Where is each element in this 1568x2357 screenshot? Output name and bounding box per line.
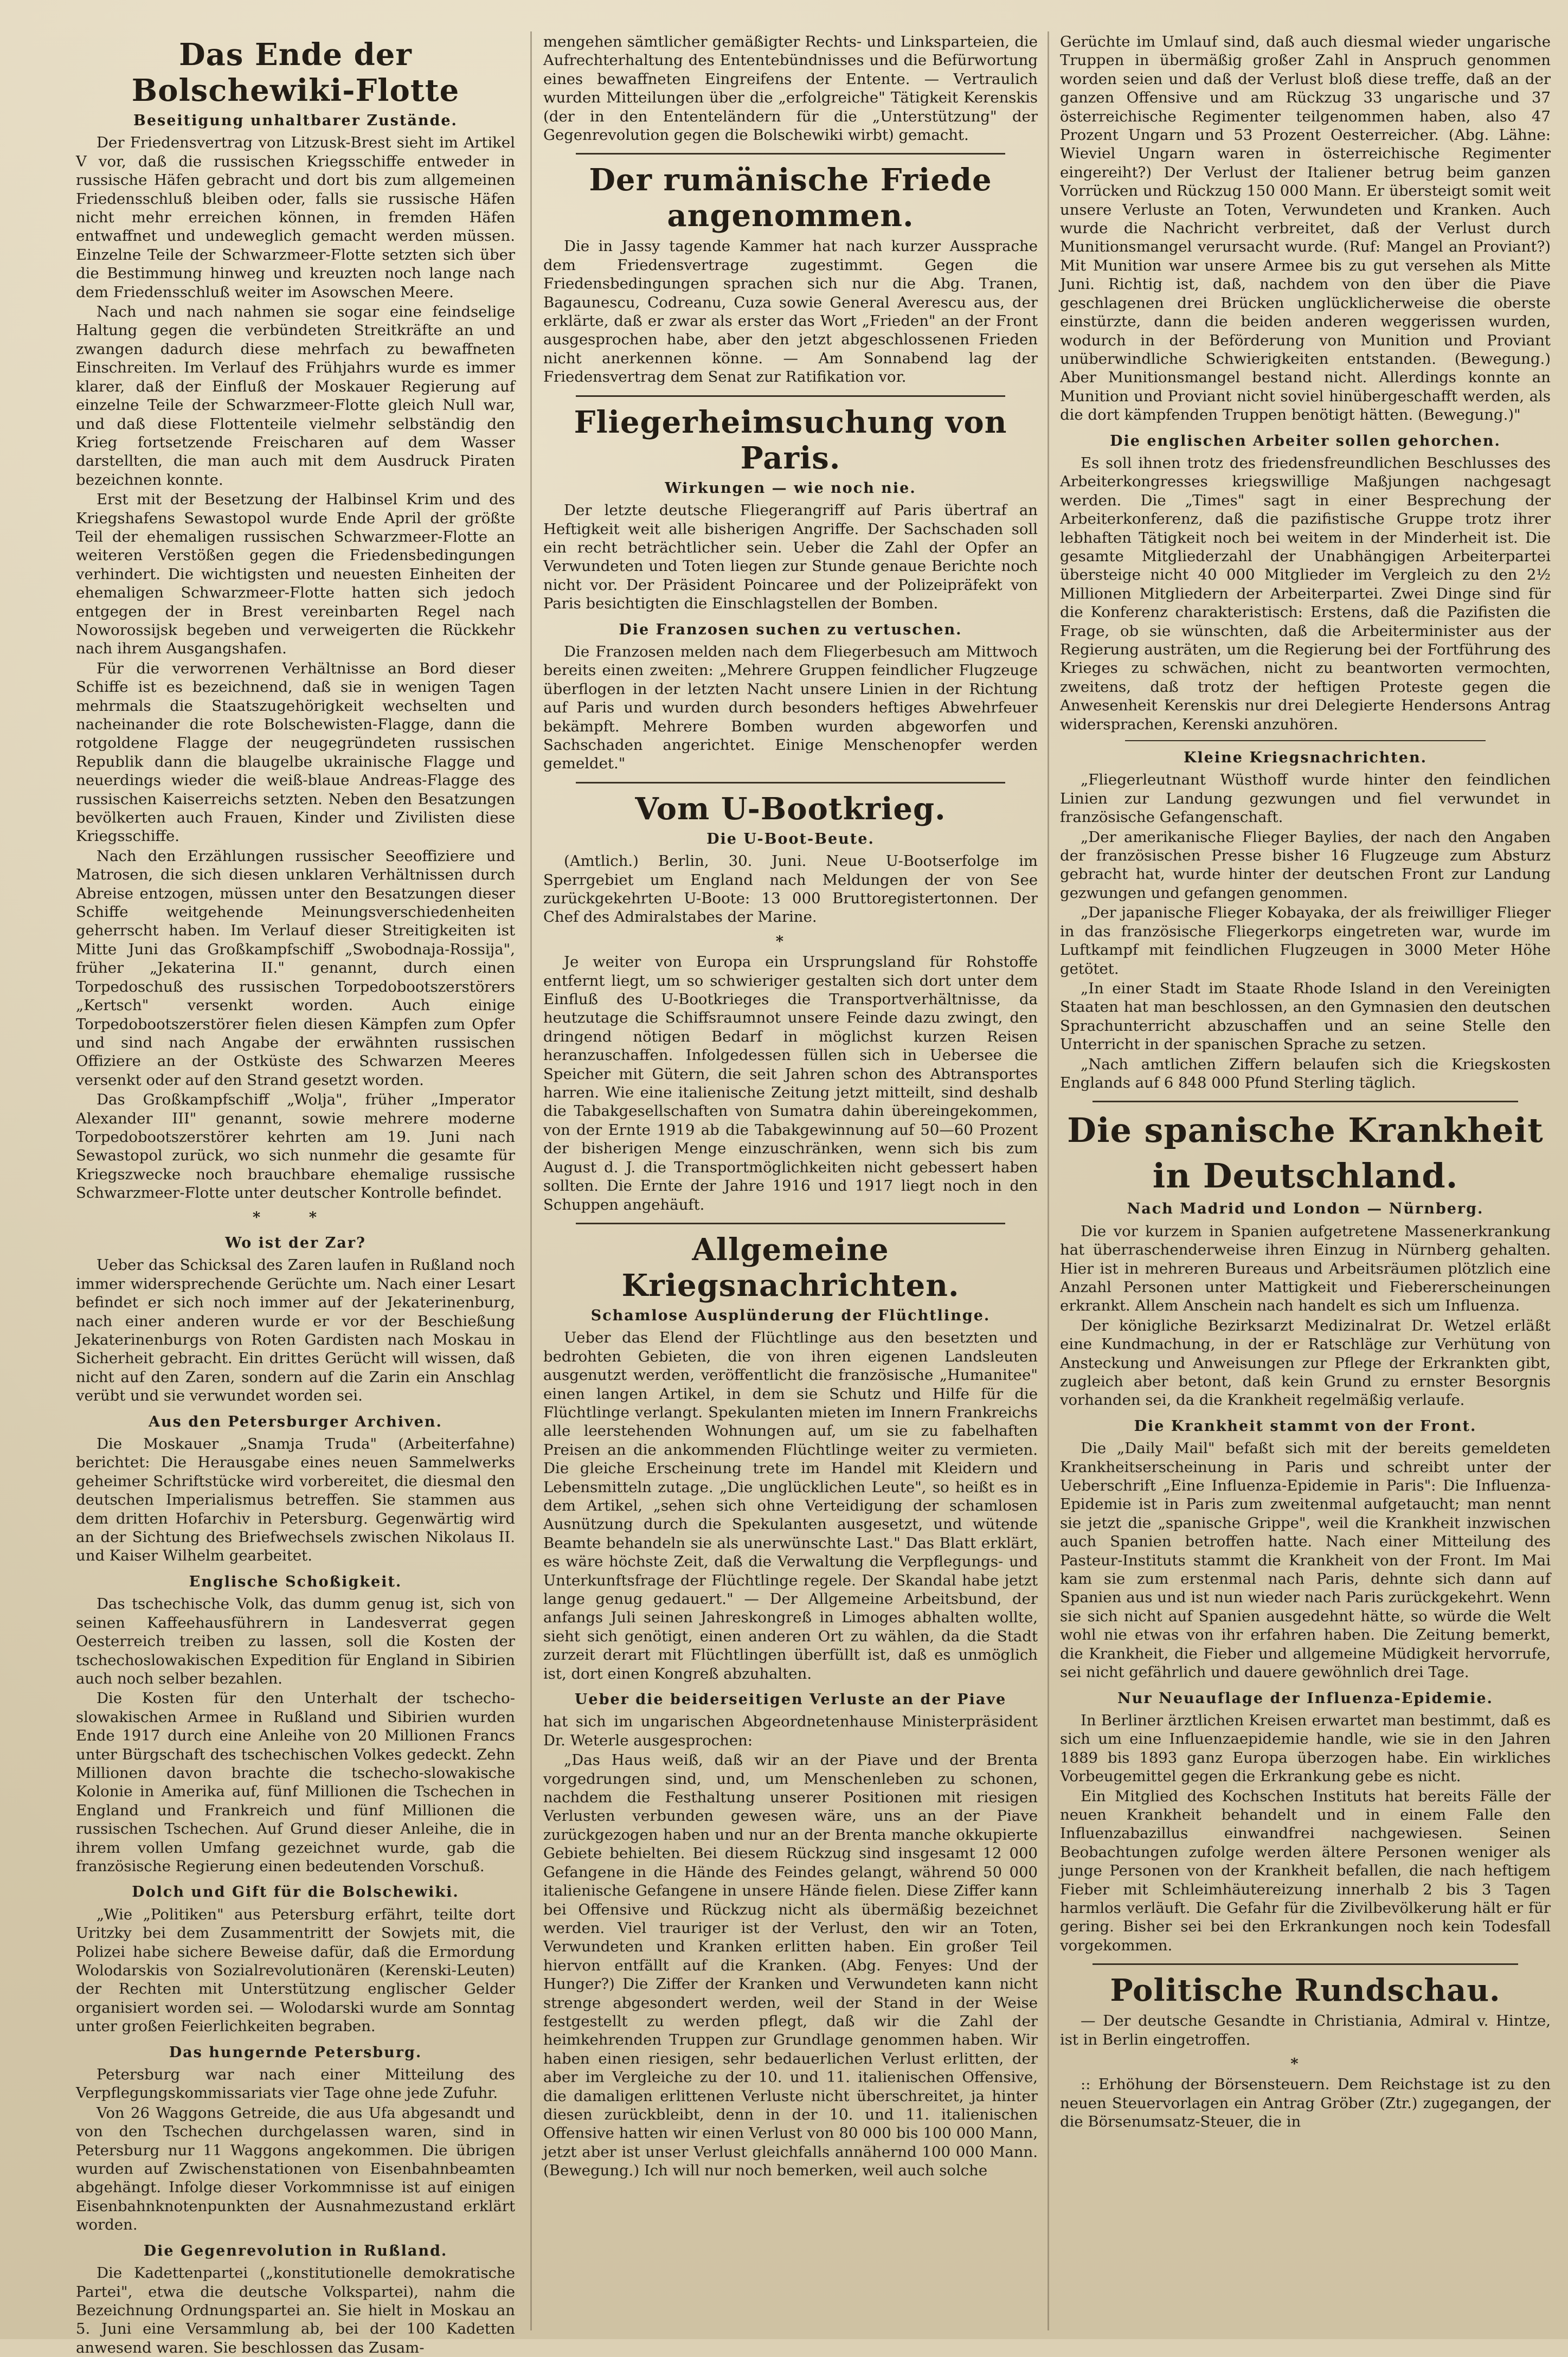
- paragraph: Das Großkampfschiff „Wolja", früher „Imperator Alexander III" genannt, sowie mehrere moderne Torpedobootszerstörer kehrten am 19. Juni nach Sewastopol zurück, wo sich nunmehr die gesamte für Kriegszwecke noch brauchbare ehemalige russische Schwarzmeer-Flotte unter deutscher Kontrolle befindet.: [76, 1091, 515, 1202]
- paragraph: „Das Haus weiß, daß wir an der Piave und der Brenta vorgedrungen sind, und, um Menschenleben zu schonen, nachdem die Festhaltung unserer Positionen mit riesigen Verlusten verbunden gewesen wäre, uns an der Piave zurückgezogen haben und nur an der Brenta manche okkupierte Gebiete behielten. Bei diesem Rückzug sind insgesamt 12 000 Gefangene in die Hände des Feindes gelangt, während 50 000 italienische Gefangene in unsere Hände fielen. Diese Ziffer kann bei Offensive und Rückzug nicht als übermäßig bezeichnet werden. Viel trauriger ist der Verlust, den wir an Toten, Verwundeten und Kranken erlitten haben. Ein großer Teil hiervon entfällt auf die Kranken. (Abg. Fenyes: Und der Hunger?) Die Ziffer der Kranken und Verwundeten kann nicht strenge abgesondert werden, weil der Stand in der Weise festgestellt zu werden pflegt, daß wir die Zahl der heimkehrenden Truppen zur Grundlage genommen haben. Wir haben einen riesigen, sehr bedauerlichen Verlust erlitten, der aber im Vergleiche zu der 10. und 11. italienischen Offensive, die damaligen erlittenen Verluste nicht überschreitet, ja hinter diesen zurückbleibt, denn in der 10. und 11. italienischen Offensive hatten wir einen Verlust von 80 000 bis 100 000 Mann, jetzt aber ist unser Verlust gleichfalls annähernd 100 000 Mann. (Bewegung.) Ich will nur noch bemerken, weil auch solche: [543, 1751, 1038, 2180]
- section-title: Die Gegenrevolution in Rußland.: [143, 2242, 448, 2259]
- paragraph: Die Moskauer „Snamja Truda" (Arbeiterfahne) berichtet: Die Herausgabe eines neuen Sammelwerks geheimer Schriftstücke wird vorbereitet, die diesmal den deutschen Imperialismus betreffen. Sie stammen aus dem dritten Hofarchiv in Petersburg. Gegenwärtig wird an der Sichtung des Briefwechsels zwischen Nikolaus II. und Kaiser Wilhelm gearbeitet.: [76, 1435, 515, 1565]
- paragraph: „In einer Stadt im Staate Rhode Island in den Vereinigten Staaten hat man beschlossen, an den Gymnasien den deutschen Sprachunterricht abzuschaffen und an seine Stelle den Unterricht in der spanischen Sprache zu setzen.: [1060, 979, 1551, 1054]
- column-2: [543, 33, 1038, 2332]
- headline-spanische-krankheit: Die spanische Krankheit: [1067, 1110, 1544, 1151]
- paragraph: — Der deutsche Gesandte in Christiania, Admiral v. Hintze, ist in Berlin eingetroffen.: [1060, 2012, 1551, 2048]
- paragraph: „Nach amtlichen Ziffern belaufen sich die Kriegskosten Englands auf 6 848 000 Pfund Sterling täglich.: [1060, 1055, 1551, 1091]
- paragraph: „Fliegerleutnant Wüsthoff wurde hinter den feindlichen Linien zur Landung gezwungen und fiel verwundet in französische Gefangenschaft.: [1060, 771, 1551, 826]
- paragraph: Die Kosten für den Unterhalt der tschecho-slowakischen Armee in Rußland und Sibirien wurden Ende 1917 durch eine Anleihe von 20 Millionen Francs unter Bürgschaft des tschechischen Volkes gedeckt. Zehn Millionen davon brachte die tschecho-slowakische Kolonie in Amerika auf, fünf Millionen die Tschechen in England und Frankreich und fünf Millionen die russischen Tschechen. Auf Grund dieser Anleihe, die in ihrem vollen Umfang gezeichnet wurde, gab die französische Regierung einen bedeutenden Vorschuß.: [76, 1690, 515, 1875]
- paragraph: Der letzte deutsche Fliegerangriff auf Paris übertraf an Heftigkeit weit alle bisherigen Angriffe. Der Sachschaden soll ein recht beträchtlicher sein. Ueber die Zahl der Opfer an Verwundeten und Toten liegen zur Stunde genaue Berichte noch nicht vor. Der Präsident Poincaree und der Polizeipräfekt von Paris besichtigten die Einschlagstellen der Bomben.: [543, 502, 1038, 613]
- paragraph: Der Friedensvertrag von Litzusk-Brest sieht im Artikel V vor, daß die russischen Kriegsschiffe entweder in russische Häfen gebracht und dort bis zum allgemeinen Friedensschluß bleiben oder, falls sie russische Häfen nicht mehr erreichen können, in fremden Häfen entwaffnet und undeweglich gemacht werden müssen. Einzelne Teile der Schwarzmeer-Flotte setzten sich über die Bestimmung hinweg und kreuzten noch lange nach dem Friedensschluß weiter im Asowschen Meere.: [76, 134, 515, 301]
- section-title: Die Krankheit stammt von der Front.: [1134, 1417, 1477, 1435]
- section-stars: *: [1290, 2055, 1320, 2072]
- paragraph: Ueber das Elend der Flüchtlinge aus den besetzten und bedrohten Gebieten, die von ihren eigenen Landsleuten ausgenutzt werden, veröffentlicht die französische „Humanitee" einen langen Artikel, in dem sie Schutz und Hilfe für die Flüchtlinge verlangt. Spekulanten mieten im Innern Frankreichs alle leerstehenden Wohnungen auf, um sie zu fabelhaften Preisen an die ankommenden Flüchtlinge weiter zu vermieten. Die gleiche Erscheinung trete im Handel mit Kleidern und Lebensmitteln zutage. „Die unglücklichen Leute", so heißt es in dem Artikel, „sehen sich ohne Verteidigung der schamlosen Ausnützung durch die Spekulanten ausgesetzt, und wütende Beamte behandeln sie als unerwünschte Last." Das Blatt erklärt, es wäre höchste Zeit, daß die Verwaltung die Verpflegungs- und Unterkunftsfrage der Flüchtlinge regele. Der Skandal habe jetzt lange genug gedauert." — Der Allgemeine Arbeitsbund, der anfangs Juli seinen Jahreskongreß in Limoges abhalten wollte, sieht sich genötigt, einen anderen Ort zu wählen, da die Stadt zurzeit derart mit Flüchtlingen überfüllt ist, daß es unmöglich ist, dort einen Kongreß abzuhalten.: [543, 1329, 1038, 1682]
- paragraph: In Berliner ärztlichen Kreisen erwartet man bestimmt, daß es sich um eine Influenzaepidemie handle, wie sie in den Jahren 1889 bis 1893 ganz Europa überzogen habe. Ein wirkliches Vorbeugemittel gegen die Erkrankung gebe es nicht.: [1060, 1711, 1551, 1786]
- article-divider: [576, 1223, 1005, 1224]
- headline-fliegerheimsuchung: Fliegerheimsuchung von Paris.: [574, 404, 1007, 476]
- article-divider: [1125, 740, 1486, 741]
- paragraph: mengehen sämtlicher gemäßigter Rechts- und Linksparteien, die Aufrechterhaltung des Ententebündnisses und die Befürwortung eines bewaffneten Eingreifens der Entente. — Vertraulich wurden Mitteilungen über die „erfolgreiche" Tätigkeit Kerenskis (der in den Ententeländern für die „Unterstützung" der Gegenrevolution gegen die Bolschewiki wirbt) gemacht.: [543, 33, 1038, 144]
- section-title: Die englischen Arbeiter sollen gehorchen.: [1110, 432, 1501, 449]
- section-stars: * *: [252, 1208, 339, 1226]
- column-3: [1060, 33, 1551, 2332]
- paragraph: Nach und nach nahmen sie sogar eine feindselige Haltung gegen die verbündeten Streitkräfte an und zwangen dadurch diese mehrfach zu bewaffneten Einschreiten. Im Verlauf des Frühjahrs wurde es immer klarer, daß der Einfluß der Moskauer Regierung auf einzelne Teile der Schwarzmeer-Flotte gleich Null war, und daß diese Flottenteile vielmehr selbständig den Krieg fortsetzende Freischaren auf dem Wasser darstellten, die man auch mit dem Ausdruck Piraten bezeichnen konnte.: [76, 303, 515, 489]
- headline-politische-rundschau: Politische Rundschau.: [1110, 1973, 1501, 2009]
- paragraph: „Der amerikanische Flieger Baylies, der nach den Angaben der französischen Presse bisher 16 Flugzeuge zum Absturz gebracht hat, wurde hinter der deutschen Front zur Landung gezwungen und gefangen genommen.: [1060, 828, 1551, 902]
- headline-u-bootkrieg: Vom U-Bootkrieg.: [635, 791, 946, 827]
- paragraph: Nach den Erzählungen russischer Seeoffiziere und Matrosen, die sich diesen unklaren Verhältnissen durch Abreise entzogen, müssen unter den Besatzungen dieser Schiffe weitgehende Meinungsverschiedenheiten geherrscht haben. Im Verlauf dieser Streitigkeiten ist Mitte Juni das Großkampfschiff „Swobodnaja-Rossija", früher „Jekaterina II." genannt, durch einen Torpedoschuß des russischen Torpedobootszerstörers „Kertsch" versenkt worden. Auch einige Torpedobootszerstörer fielen diesen Kämpfen zum Opfer und sind nach Angabe der erwähnten russischen Offiziere an der Ostküste des Schwarzen Meeres versenkt oder auf den Strand gesetzt worden.: [76, 847, 515, 1089]
- paragraph: Der königliche Bezirksarzt Medizinalrat Dr. Wetzel erläßt eine Kundmachung, in der er Ratschläge zur Verhütung von Ansteckung und Anweisungen zur Pflege der Erkrankten gibt, zugleich aber betont, daß kein Grund zu ernster Besorgnis vorhanden sei, da die Krankheit regelmäßig verlaufe.: [1060, 1316, 1551, 1409]
- section-title: Dolch und Gift für die Bolschewiki.: [132, 1884, 459, 1901]
- paragraph: (Amtlich.) Berlin, 30. Juni. Neue U-Bootserfolge im Sperrgebiet um England nach Meldungen der von See zurückgekehrten U-Boote: 13 000 Bruttoregistertonnen. Der Chef des Admiralstabes der Marine.: [543, 852, 1038, 926]
- paragraph: Die vor kurzem in Spanien aufgetretene Massenerkrankung hat überraschenderweise ihren Einzug in Nürnberg gehalten. Hier ist in mehreren Bureaus und Arbeitsräumen plötzlich eine Anzahl Personen unter Mattigkeit und Fiebererscheinungen erkrankt. Allem Anschein nach handelt es sich um Influenza.: [1060, 1222, 1551, 1315]
- section-title: Englische Schoßigkeit.: [189, 1573, 402, 1590]
- paragraph: Erst mit der Besetzung der Halbinsel Krim und des Kriegshafens Sewastopol wurde Ende April der größte Teil der ehemaligen russischen Schwarzmeer-Flotte an weiteren Verstößen gegen die Friedensbedingungen verhindert. Die wichtigsten und neuesten Einheiten der ehemaligen Schwarzmeer-Flotte hatten sich jedoch entgegen der in Brest vereinbarten Regel nach Noworossijsk begeben und verweigerten die Rückkehr nach ihrem Ausgangshafen.: [76, 491, 515, 658]
- paragraph: Ueber das Schicksal des Zaren laufen in Rußland noch immer widersprechende Gerüchte um. Nach einer Lesart befindet er sich noch immer auf der Jekaterinenburg, nach einer anderen wurde er vor der Beschießung Jekaterinenburgs von Roten Gardisten nach Moskau in Sicherheit gebracht. Ein drittes Gerücht will wissen, daß nicht auf den Zaren, sondern auf die Zarin ein Anschlag verübt und sie verwundet worden sei.: [76, 1256, 515, 1405]
- section-title: Wo ist der Zar?: [225, 1234, 366, 1251]
- paragraph: „Wie „Politiken" aus Petersburg erfährt, teilte dort Uritzky bei dem Zusammentritt der Sowjets mit, die Polizei habe sichere Beweise dafür, daß die Ermordung Wolodarskis von Sozialrevolutionären (Kerenski-Leuten) der Rechten mit Unterstützung englischer Gelder organisiert worden sei. — Wolodarski wurde am Sonntag unter großen Feierlichkeiten begraben.: [76, 1905, 515, 2035]
- column-rule: [530, 31, 532, 2330]
- subheadline: Die U-Boot-Beute.: [706, 830, 875, 847]
- paragraph: Die „Daily Mail" befaßt sich mit der bereits gemeldeten Krankheitserscheinung in Paris und schreibt unter der Ueberschrift „Eine Influenza-Epidemie in Paris": Die Influenza-Epidemie ist in Paris zum zweitenmal aufgetaucht; man nennt sie jetzt die „spanische Grippe", weil die Krankheit inzwischen auch Spanien betroffen hatte. Nach einer Mitteilung des Pasteur-Instituts stammt die Krankheit von der Front. Im Mai kam sie zum erstenmal nach Paris, dehnte sich dann auf Spanien aus und ist nun wieder nach Paris zurückgekehrt. Wenn sie sich nicht auf Spanien ausgedehnt hätte, so würde die Welt wohl nie etwas von ihr erfahren haben. Die Zeitung bemerkt, die Krankheit, die Fieber und allgemeine Müdigkeit hervorrufe, sei nicht gefährlich und dauere gewöhnlich drei Tage.: [1060, 1440, 1551, 1681]
- paragraph: Das tschechische Volk, das dumm genug ist, sich von seinen Kaffeehausführern in Landesverrat gegen Oesterreich treiben zu lassen, soll die Kosten der tschechoslowakischen Expedition für England in Sibirien auch noch selber bezahlen.: [76, 1595, 515, 1687]
- paragraph: Ein Mitglied des Kochschen Instituts hat bereits Fälle der neuen Krankheit behandelt und in einem Falle den Influenzabazillus einwandfrei nachgewiesen. Seinen Beobachtungen zufolge werden ältere Personen weniger als junge Personen von der Krankheit befallen, die nach heftigem Fieber mit Schleimhäutereizung innerhalb 2 bis 3 Tagen harmlos verläuft. Die Gefahr für die Zivilbevölkerung hält er für gering. Bisher sei bei den Erkrankungen noch kein Todesfall vorgekommen.: [1060, 1787, 1551, 1954]
- paragraph: Die Franzosen melden nach dem Fliegerbesuch am Mittwoch bereits einen zweiten: „Mehrere Gruppen feindlicher Flugzeuge überflogen in der letzten Nacht unsere Linien in der Richtung auf Paris und wurden durch besonders heftiges Abwehrfeuer bekämpft. Mehrere Bomben wurden abgeworfen und Sachschaden angerichtet. Einige Menschenopfer werden gemeldet.": [543, 643, 1038, 773]
- paragraph: Die Kadettenpartei („konstitutionelle demokratische Partei", etwa die deutsche Volkspartei), nahm die Bezeichnung Ordnungspartei an. Sie hielt in Moskau an 5. Juni eine Versammlung ab, bei der 100 Kadetten anwesend waren. Sie beschlossen das Zusam-: [76, 2264, 515, 2356]
- article-divider: [1093, 1963, 1518, 1965]
- paragraph: Gerüchte im Umlauf sind, daß auch diesmal wieder ungarische Truppen in übermäßig großer Zahl in Anspruch genommen worden seien und daß der Verlust bloß diese treffe, daß an der ganzen Offensive und am Rückzug 33 ungarische und 37 österreichische Regimenter teilgenommen haben, also 47 Prozent Ungarn und 53 Prozent Oesterreicher. (Abg. Lähne: Wieviel Ungarn waren in österreichische Regimenter eingereiht?) Der Verlust der Italiener betrug beim ganzen Vorrücken und Rückzug 150 000 Mann. Er übersteigt somit weit unsere Verluste an Toten, Verwundeten und Kranken. Auch wurde die Nachricht verbreitet, daß der Verlust durch Munitionsmangel verursacht wurde. (Ruf: Mangel an Proviant?) Mit Munition war unsere Armee bis zu gut versehen als Mitte Juni. Richtig ist, daß, nachdem von den über die Piave geschlagenen drei Brücken unglücklicherweise die oberste einstürzte, dann die beiden anderen weggerissen wurden, wodurch in der Beförderung von Munition und Proviant unüberwindliche Schwierigkeiten entstanden. (Bewegung.) Aber Munitionsmangel bestand nicht. Allerdings konnte an Munition und Proviant nicht soviel hinübergeschafft werden, als die dort kämpfenden Truppen benötigt hätten. (Bewegung.)": [1060, 33, 1551, 424]
- subheadline: Beseitigung unhaltbarer Zustände.: [133, 112, 458, 129]
- article-divider: [576, 395, 1005, 397]
- column-rule: [1048, 31, 1049, 2330]
- article-divider: [576, 153, 1005, 155]
- section-title: Die Franzosen suchen zu vertuschen.: [619, 621, 962, 638]
- paragraph: Es soll ihnen trotz des friedensfreundlichen Beschlusses des Arbeiterkongresses kriegswillige Maßjungen nachgesagt werden. Die „Times" sagt in einer Besprechung der Arbeiterkonferenz, daß die pazifistische Gruppe trotz ihrer lebhaften Tätigkeit noch bei weitem in der Minderheit ist. Die gesamte Mitgliederzahl der Unabhängigen Arbeiterpartei übersteige nicht 40 000 Mitglieder im Vergleich zu den 2½ Millionen Mitgliedern der Arbeiterpartei. Zwei Dinge sind für die Konferenz charakteristisch: Erstens, daß die Pazifisten die Frage, ob sie wünschten, daß die Arbeiterminister aus der Regierung austräten, um die Regierung bei der Fortführung des Krieges zu schwächen, nicht zu beantworten vermochten, zweitens, daß trotz der heftigen Proteste gegen die Anwesenheit Kerenskis nur drei Delegierte Hendersons Antrag widersprachen, Kerenski anzuhören.: [1060, 454, 1551, 733]
- headline-rumaenische-friede: Der rumänische Friede angenommen.: [589, 162, 992, 234]
- paragraph: Für die verworrenen Verhältnisse an Bord dieser Schiffe ist es bezeichnend, daß sie in wenigen Tagen mehrmals die Staatszugehörigkeit wechselten und nacheinander die rote Bolschewisten-Flagge, dann die rotgoldene Flagge der neugegründeten russischen Republik dann die blaugelbe ukrainische Flagge und neuerdings wieder die weiß-blaue Andreas-Flagge des russischen Kaiserreichs setzten. Neben den Besatzungen bevölkerten auch Frauen, Kinder und Zivilisten diese Kriegsschiffe.: [76, 659, 515, 845]
- paragraph: hat sich im ungarischen Abgeordnetenhause Ministerpräsident Dr. Weterle ausgesprochen:: [543, 1713, 1038, 1749]
- article-divider: [576, 782, 1005, 783]
- paragraph: Petersburg war nach einer Mitteilung des Verpflegungskommissariats vier Tage ohne jede Zufuhr.: [76, 2066, 515, 2102]
- section-title: Aus den Petersburger Archiven.: [149, 1413, 442, 1430]
- section-title: Ueber die beiderseitigen Verluste an der Piave: [574, 1691, 1007, 1709]
- paragraph: Die in Jassy tagende Kammer hat nach kurzer Aussprache dem Friedensvertrage zugestimmt. Gegen die Friedensbedingungen sprachen sich nur die Abg. Tranen, Bagaunescu, Codreanu, Cuza sowie General Averescu aus, der erklärte, daß er zwar als erster das Wort „Frieden" an der Front ausgesprochen habe, aber den jetzt abgeschlossenen Frieden nicht anerkennen könne. — Am Sonnabend lag der Friedensvertrag dem Senat zur Ratifikation vor.: [543, 237, 1038, 386]
- subheadline: Schamlose Ausplünderung der Flüchtlinge.: [590, 1307, 991, 1324]
- paragraph: „Der japanische Flieger Kobayaka, der als freiwilliger Flieger in das französische Fliegerkorps eingetreten war, wurde im Luftkampf mit feindlichen Flugzeugen in 3000 Meter Höhe getötet.: [1060, 904, 1551, 978]
- paragraph: :: Erhöhung der Börsensteuern. Dem Reichstage ist zu den neuen Steuervorlagen ein Antrag Gröber (Ztr.) zugegangen, der die Börsenumsatz-Steuer, die in: [1060, 2076, 1551, 2131]
- subheadline: Wirkungen — wie noch nie.: [665, 479, 916, 497]
- column-1: [76, 33, 515, 2356]
- section-stars: *: [775, 932, 806, 950]
- section-title: Kleine Kriegsnachrichten.: [1183, 749, 1427, 767]
- subheadline: Nach Madrid und London — Nürnberg.: [1127, 1200, 1484, 1218]
- section-title: Das hungernde Petersburg.: [169, 2044, 422, 2061]
- headline-allgemeine-kriegsnachrichten: Allgemeine Kriegsnachrichten.: [621, 1231, 960, 1303]
- article-divider: [1093, 1101, 1518, 1102]
- headline-spanische-krankheit-line2: in Deutschland.: [1152, 1156, 1458, 1196]
- section-title: Nur Neuauflage der Influenza-Epidemie.: [1117, 1690, 1493, 1707]
- paragraph: Je weiter von Europa ein Ursprungsland für Rohstoffe entfernt liegt, um so schwieriger gestalten sich dort unter dem Einfluß des U-Bootkrieges die Transportverhältnisse, da heutzutage die Schiffsraumnot unsere Feinde dazu zwingt, den dringend nötigen Bedarf in möglichst kurzen Reisen heranzuschaffen. Infolgedessen füllen sich in Uebersee die Speicher mit Gütern, die seit Jahren schon des Abtransportes harren. Wie eine italienische Zeitung jetzt mitteilt, sind deshalb die Tabakgesellschaften von Sumatra dahin übereingekommen, von der Ernte 1919 ab die Tabakgewinnung auf 50—60 Prozent der bisherigen Menge einzuschränken, wenn sich bis zum August d. J. die Transportmöglichkeiten nicht gebessert haben sollten. Die Ernte der Jahre 1916 und 1917 liegt noch in den Schuppen angehäuft.: [543, 953, 1038, 1213]
- paragraph: Von 26 Waggons Getreide, die aus Ufa abgesandt und von den Tschechen durchgelassen waren, sind in Petersburg nur 11 Waggons angekommen. Die übrigen wurden auf Zwischenstationen von Eisenbahnbeamten abgehängt. Infolge dieser Vorkommnisse ist auf einigen Eisenbahnknotenpunkten der Ausnahmezustand erklärt worden.: [76, 2104, 515, 2234]
- headline-bolschewiki-flotte: Das Ende der Bolschewiki-Flotte: [131, 37, 460, 108]
